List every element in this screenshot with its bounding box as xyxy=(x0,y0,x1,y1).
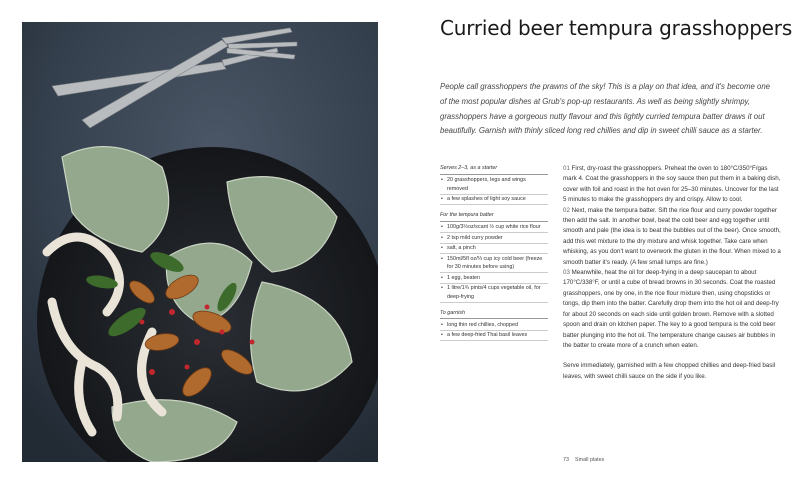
method-step-2 xyxy=(563,206,781,268)
ingredient-heading: Serves 2–3, as a starter xyxy=(440,164,548,175)
ingredient-list xyxy=(440,176,548,206)
ingredient-item: • 150ml/5fl oz/⅔ cup icy cold beer (freeze for 30 minutes before using) xyxy=(440,254,548,273)
ingredient-item: • 2 tsp mild curry powder xyxy=(440,233,548,244)
ingredient-heading: For the tempura batter xyxy=(440,211,548,222)
food-photo xyxy=(22,22,378,462)
ingredient-group-serves xyxy=(440,164,548,205)
method-step-1 xyxy=(563,164,781,206)
page-number: 73 xyxy=(563,457,569,463)
step-number: 03 xyxy=(563,269,570,277)
step-number: 02 xyxy=(563,206,570,214)
ingredient-group-batter xyxy=(440,211,548,303)
ingredient-item: • 1 litre/1¾ pints/4 cups vegetable oil, for deep-frying xyxy=(440,284,548,303)
ingredient-item: • 20 grasshoppers, legs and wings removed xyxy=(440,176,548,195)
recipe-intro: People call grasshoppers the prawns of the sky! This is a play on that idea, and it's become one of the most popular dishes at Grub's pop-up restaurants. As well as being slightly shrimpy, grasshoppers have a gorgeous nutty flavour and this lightly curried tempura batter draws it out beautifully. Garnish with thinly sliced long red chillies and dip in sweet chilli sauce as a starter. xyxy=(440,82,771,136)
ingredient-item: • 100g/3½oz/scant ½ cup white rice flour xyxy=(440,223,548,234)
ingredient-item: • a few splashes of light soy sauce xyxy=(440,195,548,206)
ingredient-item: • a few deep-fried Thai basil leaves xyxy=(440,331,548,342)
step-text: Next, make the tempura batter. Sift the rice flour and curry powder together then add the salt. In another bowl, beat the cold beer and egg together until smooth and pale (the idea is to beat the bubbles out of the beer). Once smooth, add this wet mixture to the dry mixture and whisk together. Take care when whisking, as you don't want to overwork the gluten in the flour. When mixed to a smooth batter it's ready. (A few small lumps are fine.) xyxy=(563,206,781,266)
ingredient-item: • long thin red chillies, chopped xyxy=(440,320,548,331)
step-text: Meanwhile, heat the oil for deep-frying in a deep saucepan to about 170°C/338°F, or until a cube of bread browns in 30 seconds. Coat the roasted grasshoppers, one by one, in the rice flour mixture then, using chopsticks or tongs, dip them into the batter. Carefully drop them into the hot oil and deep-fry for about 20 seconds on each side until golden brown. Remove with a slotted spoon and drain on kitchen paper. The key to a good tempura is the cold beer batter plunging into the hot oil. The temperature change causes air bubbles in the batter to create more of a crunch when eaten. xyxy=(563,269,779,349)
section-name: Small plates xyxy=(575,457,605,463)
recipe-title: Curried beer tempura grasshoppers xyxy=(440,16,793,40)
ingredient-list xyxy=(440,223,548,303)
method-steps xyxy=(563,164,781,382)
ingredient-group-garnish xyxy=(440,309,548,342)
page-footer xyxy=(563,457,604,463)
method-step-3 xyxy=(563,268,781,351)
ingredient-list xyxy=(440,320,548,341)
step-text: First, dry-roast the grasshoppers. Preheat the oven to 180°C/350°F/gas mark 4. Coat the grasshoppers in the soy sauce then put them in a baking dish, cover with foil and roast in the hot oven for 25–30 minutes. Uncover for the last 5 minutes to make the grasshoppers dry and crispy. Allow to cool. xyxy=(563,165,781,204)
ingredient-heading: To garnish xyxy=(440,309,548,320)
ingredient-item: • 1 egg, beaten xyxy=(440,273,548,284)
serving-note: Serve immediately, garnished with a few chopped chillies and deep-fried basil leaves, with sweet chilli sauce on the side if you like. xyxy=(563,362,776,380)
ingredients-panel xyxy=(440,164,548,347)
step-number: 01 xyxy=(563,165,570,172)
ingredient-item: • salt, a pinch xyxy=(440,244,548,255)
